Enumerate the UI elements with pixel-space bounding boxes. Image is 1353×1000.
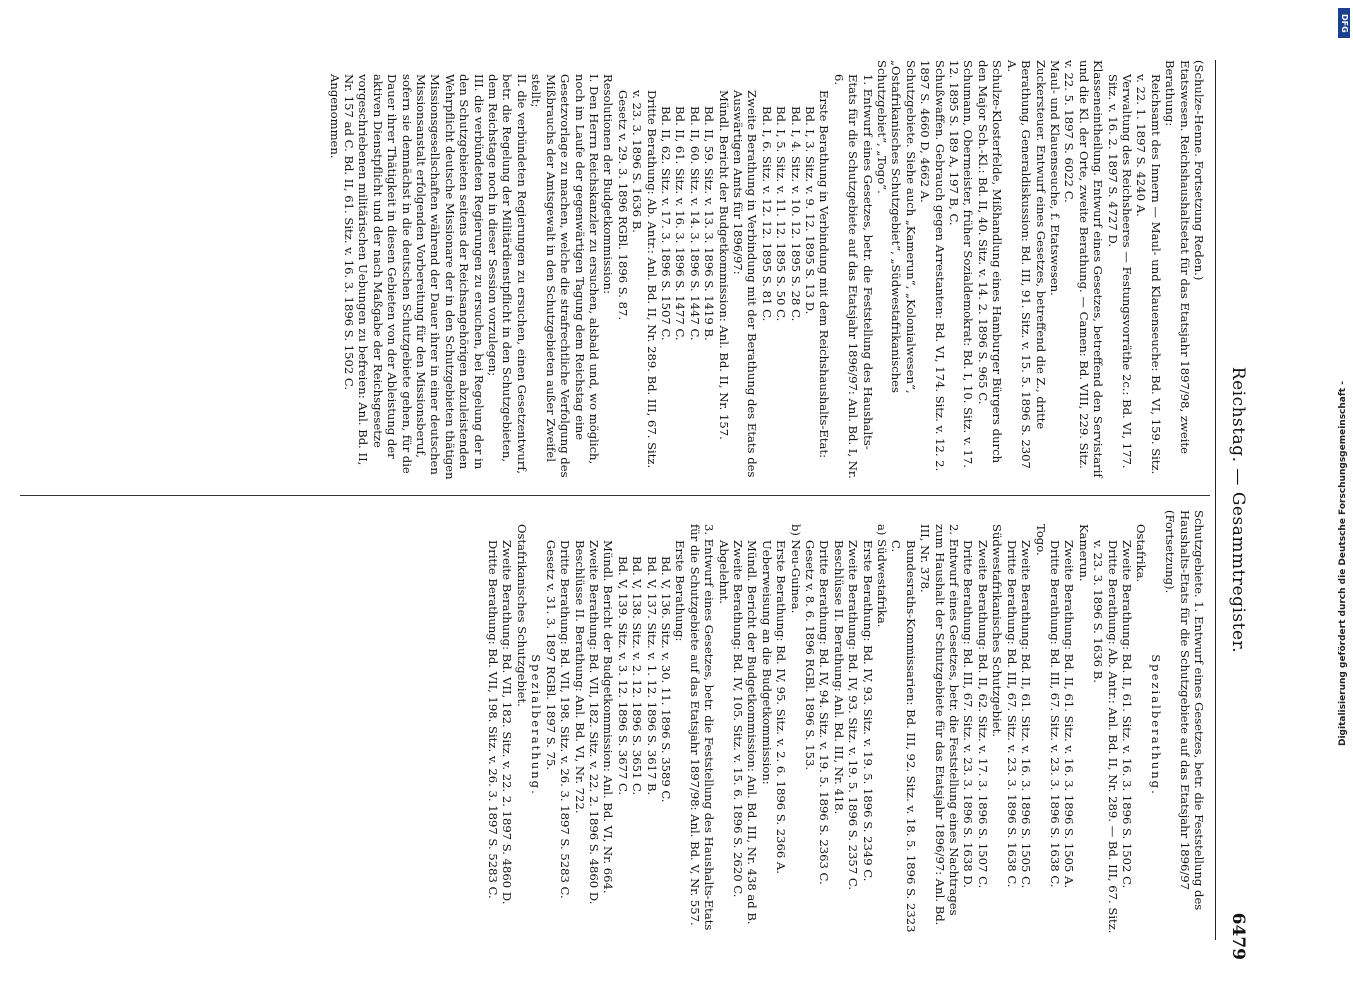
- left-column-entry: III. die verbündeten Regierungen zu ersuchen, bei Regelung der in den Schutzgebieten seitens der Reichsangehörigen abzuleistenden Wehrpflicht deutsche Missionare der in den Schutzgebieten thätigen Missionsgesellschaften während der Dauer ihrer in einer deutschen Missionsanstalt erfolgenden Vorbereitung für den Missionsberuf, sofern sie demnächst in die deutschen Schutzgebiete gehen, für die Dauer ihrer Thätigkeit in diesen Gebieten von der Ableistung der aktiven Dienstpflicht und der nach Maßgabe der Reichsgesetze vorgeschriebenen militärischen Uebungen zu befreien: Anl. Bd. II, Nr. 157 ad C. Bd. II, 61. Sitz. v. 16. 3. 1896 S. 1502 C.: [342, 74, 486, 480]
- left-column-entry: Etatswesen. Reichshaushaltsetat für das Etatsjahr 1897/98, zweite Berathung:: [1163, 60, 1192, 455]
- left-column-entry: Erste Berathung in Verbindung mit dem Reichshaushalts-Etat:: [817, 90, 832, 459]
- right-column-entry: Mündl. Bericht der Budgetkommission: Anl. Bd. VI, Nr. 664.: [601, 540, 616, 894]
- left-column-entry: Klasseneintheilung. Entwurf eines Gesetzes, betreffend den Servistarif und die Kl. der Orte, zweite Berathung. — Camen: Bd. VIII, 229. Sitz. v. 22. 5. 1897 S. 6022 C.: [1062, 60, 1106, 478]
- left-column-entry: Reichsamt des Innern — Maul- und Klauenseuche: Bd. VI, 159. Sitz. v. 22. 1. 1897 S. 4240 A.: [1134, 74, 1163, 475]
- left-column-entry: Gesetz v. 29. 3. 1896 RGBl. 1896 S. 87.: [615, 90, 630, 321]
- left-column-entry: Schutzgebiete. Siehe auch „Kamerun“, „Kolonialwesen“, „Ostafrikanisches Schutzgebiet“, „Südwestafrikanisches Schutzgebiet“, „Togo“.: [875, 60, 918, 394]
- header-rule: [1215, 60, 1216, 940]
- right-column-entry: Dritte Berathung: Bd. III, 67. Sitz. v. 23. 3. 1896 S. 1638 C.: [1004, 540, 1019, 888]
- page-header: [1218, 60, 1248, 960]
- right-column-entry: Ueberweisung an die Budgetkommission:: [759, 540, 774, 785]
- left-column-entry: Angenommen.: [327, 74, 342, 159]
- right-column-entry: Zweite Berathung: Bd. II, 61. Sitz. v. 16. 3. 1896 S. 1505 A.: [1062, 540, 1077, 889]
- right-column-entry: a) Südwestafrika.: [875, 524, 890, 628]
- right-column-entry: Bd. V, 136. Sitz. v. 30. 11. 1896 S. 3589 C.: [658, 556, 673, 803]
- right-column-entry: Erste Berathung: Bd. IV, 95. Sitz. v. 2. 6. 1896 S. 2366 A.: [774, 540, 789, 874]
- left-column-entry: Bd. II, 60. Sitz. v. 14. 3. 1896 S. 1447 C.: [687, 106, 702, 341]
- left-column-entry: Bd. II, 59. Sitz. v. 13. 3. 1896 S. 1419 B.: [702, 106, 717, 341]
- page-number: 6479: [1228, 912, 1248, 960]
- column-divider: [20, 495, 1210, 496]
- right-column-entry: Zweite Berathung: Bd. IV, 93. Sitz. v. 19. 5. 1896 S. 2357 C.: [846, 540, 861, 891]
- right-column-entry: Bundesraths-Kommissarien: Bd. III, 92. Sitz. v. 18. 5. 1896 S. 2323 C.: [889, 540, 918, 933]
- left-column-entry: Resolutionen der Budgetkommission:: [601, 74, 616, 295]
- right-column-entry: Zweite Berathung: Bd. VII, 182. Sitz. v. 22. 2. 1896 S. 4860 D.: [586, 540, 601, 905]
- right-column-entry: Ostafrika.: [1134, 524, 1149, 583]
- right-column-entry: Erste Berathung:: [673, 540, 688, 642]
- right-column-entry: 2. Entwurf eines Gesetzes, betr. die Feststellung eines Nachtrages zum Haushalt der Schutzgebiete für das Etatsjahr 1896/97: Anl. Bd. III, Nr. 378.: [918, 524, 962, 926]
- running-title: Reichstag. — Gesammtregister.: [1228, 366, 1248, 654]
- right-column-entry: Gesetz v. 31. 3. 1897 RGBl. 1897 S. 75.: [543, 540, 558, 771]
- left-column-entry: Mündl. Bericht der Budgetkommission: Anl. Bd. II, Nr. 157.: [716, 90, 731, 440]
- left-column-entry: 1. Entwurf eines Gesetzes, betr. die Feststellung des Haushalts-Etats für die Schutzgebiete auf das Etatsjahr 1896/97: Anl. Bd. I, Nr. 6.: [831, 74, 875, 479]
- right-column-entry: Dritte Berathung: Bd. III, 67. Sitz. v. 23. 3. 1896 S. 1638 C.: [1047, 540, 1062, 888]
- dfg-logo: DFG: [1338, 8, 1350, 38]
- left-column-entry: Bd. I, 4. Sitz. v. 10. 12. 1895 S. 28 C.: [788, 106, 803, 322]
- left-column-entry: Schußwaffen. Gebrauch gegen Arrestanten: Bd. VI, 174. Sitz. v. 12. 2. 1897 S. 4660 D, 4662 A.: [918, 60, 947, 472]
- left-column-entry: (Schulze-Henne. Fortsetzung Reden.): [1192, 60, 1206, 281]
- right-column-entry: Spezialberathung.: [529, 654, 544, 796]
- right-column-entry: Mündl. Bericht der Budgetkommission: Anl. Bd. III, Nr. 438 ad B.: [745, 540, 760, 925]
- right-column-entry: b) Neu-Guinea.: [788, 524, 803, 614]
- right-column-entry: Abgelehnt.: [716, 540, 731, 604]
- right-column-entry: Dritte Berathung: Bd. III, 67. Sitz. v. 23. 3. 1896 S. 1638 D.: [961, 540, 976, 888]
- right-column-entry: Schutzgebiete. 1. Entwurf eines Gesetzes, betr. die Feststellung des Haushalts-Etats für die Schutzgebiete auf das Etatsjahr 1896/97 (Fortsetzung).: [1163, 510, 1206, 911]
- right-column-entry: Dritte Berathung: Bd. IV, 94. Sitz. v. 19. 5. 1896 S. 2363 C.: [817, 540, 832, 885]
- left-column-entry: Bd. II, 62. Sitz. v. 17. 3. 1896 S. 1507 C.: [658, 106, 673, 341]
- right-column-entry: Bd. V, 138. Sitz. v. 2. 12. 1896 S. 3651 C.: [630, 556, 645, 796]
- digitization-note: Digitalisierung gefördert durch die Deutsche Forschungsgemeinschaft -: [1338, 381, 1348, 746]
- right-column-entry: Zweite Berathung: Bd. VII, 182. Sitz. v. 22. 2. 1897 S. 4860 D.: [500, 540, 515, 905]
- right-column-entry: Kamerun.: [1076, 524, 1091, 582]
- left-column-entry: Zuckersteuer. Entwurf eines Gesetzes, betreffend die Z., dritte Berathung, Generaldiskussion: Bd. III, 91. Sitz. v. 15. 5. 1896 S. 2307 A.: [1004, 60, 1048, 469]
- left-column-entry: Schumann, Obermeister, früher Sozialdemokrat: Bd. I, 10. Sitz. v. 17. 12. 1895 S. 189 A, 197 B, C.: [947, 60, 976, 468]
- right-column-entry: Südwestafrikanisches Schutzgebiet.: [990, 524, 1005, 737]
- left-column-entry: Bd. II, 61. Sitz. v. 16. 3. 1896 S. 1477 C.: [673, 106, 688, 341]
- right-column-entry: Dritte Berathung: Bd. VII, 198. Sitz. v. 26. 3. 1897 S. 5283 C.: [558, 540, 573, 899]
- left-column-entry: Bd. I, 5. Sitz. v. 11. 12. 1895 S. 50 C.: [774, 106, 789, 322]
- right-column-entry: Togo.: [1033, 524, 1048, 556]
- right-column-entry: Beschlüsse II. Berathung: Anl. Bd. III, Nr. 418.: [831, 540, 846, 815]
- right-column-entry: Bd. V, 139. Sitz. v. 3. 12. 1896 S. 3677 C.: [615, 556, 630, 796]
- right-column-entry: Zweite Berathung: Bd. IV, 105. Sitz. v. 15. 6. 1896 S. 2620 C.: [731, 540, 745, 898]
- left-column-entry: I. Den Herrn Reichskanzler zu ersuchen, alsbald und, wo möglich, noch im Laufe der gegenwärtigen Tagung dem Reichstag eine Gesetzvorlage zu machen, welche die strafrechtliche Verfolgung des Mißbrauchs der Amtsgewalt in den Schutzgebieten außer Zweifel stellt;: [529, 74, 601, 478]
- left-column-entry: Maul- und Klauenseuche, f. Etatswesen.: [1047, 60, 1062, 296]
- left-column: [327, 60, 1206, 480]
- right-column-entry: Spezialberathung.: [1148, 654, 1163, 796]
- left-column-entry: Verwaltung des Reichsheeres — Festungsvorräthe 2c.: Bd. VI, 177. Sitz. v. 16. 2. 1897 S. 4727 D.: [1105, 74, 1134, 469]
- right-column-entry: Erste Berathung: Bd. IV, 93. Sitz. v. 19. 5. 1896 S. 2349 C.: [860, 540, 875, 882]
- right-column-entry: Beschlüsse II. Berathung: Anl. Bd. VI, Nr. 722.: [572, 540, 587, 814]
- right-column-entry: 3. Entwurf eines Gesetzes, betr. die Feststellung des Haushalts-Etats für die Schutzgebiete auf das Etatsjahr 1897/98: Anl. Bd. V, Nr. 557.: [687, 524, 717, 931]
- right-column-entry: Zweite Berathung: Bd. II, 61. Sitz. v. 16. 3. 1896 S. 1502 C.: [1119, 540, 1134, 889]
- right-column-entry: Zweite Berathung: Bd. II, 62. Sitz. v. 17. 3. 1896 S. 1507 C.: [975, 540, 990, 889]
- right-column: [486, 510, 1206, 940]
- right-column-entry: Zweite Berathung: Bd. II, 61. Sitz. v. 16. 3. 1896 S. 1505 C.: [1019, 540, 1034, 889]
- left-column-entry: Schulze-Klosterfelde, Mißhandlung eines Hamburger Bürgers durch den Major Sch.-Kl.: Bd. II, 40. Sitz. v. 14. 2. 1896 S. 965 C.: [975, 60, 1005, 464]
- right-column-entry: Dritte Berathung: Bd. VII, 198. Sitz. v. 26. 3. 1897 S. 5283 C.: [486, 540, 501, 899]
- left-column-entry: Bd. I, 6. Sitz. v. 12. 12. 1895 S. 81 C.: [759, 106, 774, 322]
- left-column-entry: Bd. I, 3. Sitz. v. 9. 12. 1895 S. 13 D.: [803, 106, 818, 315]
- right-column-entry: Gesetz v. 8. 6. 1896 RGBl. 1896 S. 153.: [803, 540, 818, 771]
- left-column-entry: II. die verbündeten Regierungen zu ersuchen, einen Gesetzentwurf, betr. die Regelung der Militärdienstpflicht in den Schutzgebieten, dem Reichstage noch in dieser Session vorzulegen;: [486, 74, 529, 474]
- left-column-entry: Dritte Berathung: Ab. Antr.: Anl. Bd. II, Nr. 289. Bd. III, 67. Sitz. v. 23. 3. 1896 S. 1636 B.: [630, 90, 659, 469]
- left-column-entry: Zweite Berathung in Verbindung mit der Berathung des Etats des Auswärtigen Amts für 1896/97:: [731, 90, 760, 478]
- right-column-entry: Dritte Berathung: Ab. Antr.: Anl. Bd. II, Nr. 289. — Bd. III, 67. Sitz. v. 23. 3. 1896 S. 1636 B.: [1091, 540, 1120, 934]
- right-column-entry: Ostafrikanisches Schutzgebiet.: [514, 524, 529, 707]
- right-column-entry: Bd. V, 137. Sitz. v. 1. 12. 1896 S. 3617 B.: [644, 556, 659, 796]
